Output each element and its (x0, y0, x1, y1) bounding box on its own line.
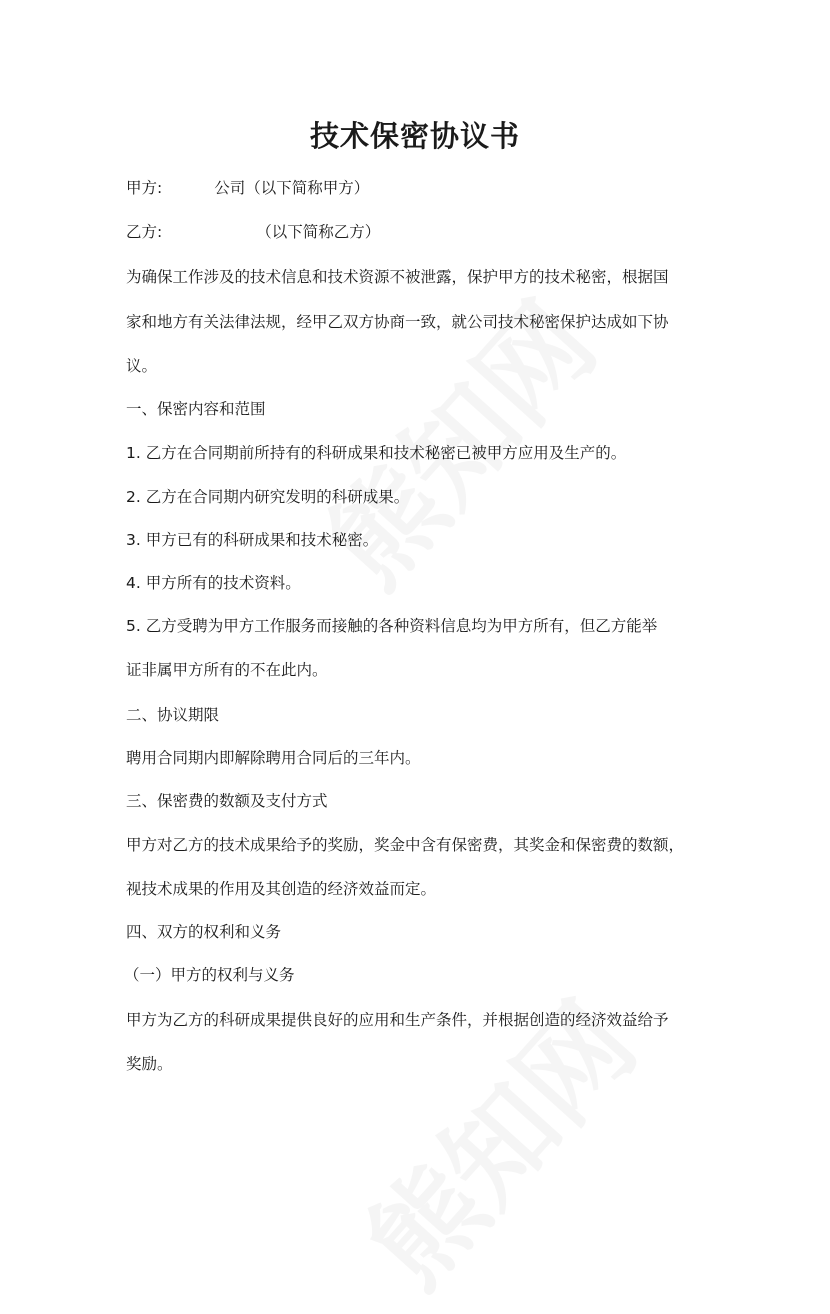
party-a-label: 甲方: (126, 179, 163, 197)
section-2-heading: 二、协议期限 (126, 706, 220, 724)
section-1-item-continued: 证非属甲方所有的不在此内。 (126, 661, 328, 679)
section-1-item: 2. 乙方在合同期内研究发明的科研成果。 (126, 488, 410, 506)
section-1-item: 1. 乙方在合同期前所持有的科研成果和技术秘密已被甲方应用及生产的。 (126, 444, 627, 462)
section-3-heading: 三、保密费的数额及支付方式 (126, 792, 328, 810)
section-1-item: 4. 甲方所有的技术资料。 (126, 574, 301, 592)
section-1-item: 5. 乙方受聘为甲方工作服务而接触的各种资料信息均为甲方所有，但乙方能举 (126, 617, 658, 635)
section-4-heading: 四、双方的权利和义务 (126, 923, 282, 941)
party-b-label: 乙方: (126, 223, 163, 241)
section-1-heading: 一、保密内容和范围 (126, 400, 266, 418)
section-4-body: 奖励。 (126, 1055, 173, 1073)
party-a-value: 公司（以下简称甲方） (214, 179, 370, 197)
section-3-body: 甲方对乙方的技术成果给予的奖励，奖金中含有保密费，其奖金和保密费的数额， (126, 836, 685, 854)
document-title: 技术保密协议书 (309, 119, 520, 153)
section-1-item: 3. 甲方已有的科研成果和技术秘密。 (126, 531, 379, 549)
party-b-value: （以下简称乙方） (256, 223, 381, 241)
section-3-body: 视技术成果的作用及其创造的经济效益而定。 (126, 880, 437, 898)
intro-line: 议。 (126, 357, 158, 375)
party-b-line (126, 221, 380, 243)
intro-line: 家和地方有关法律法规，经甲乙双方协商一致，就公司技术秘密保护达成如下协 (126, 313, 669, 331)
section-2-body: 聘用合同期内即解除聘用合同后的三年内。 (126, 749, 421, 767)
section-4-subheading: （一）甲方的权利与义务 (124, 966, 295, 984)
section-4-body: 甲方为乙方的科研成果提供良好的应用和生产条件，并根据创造的经济效益给予 (126, 1011, 669, 1029)
intro-line: 为确保工作涉及的技术信息和技术资源不被泄露，保护甲方的技术秘密，根据国 (126, 268, 669, 286)
party-a-line (126, 177, 369, 199)
